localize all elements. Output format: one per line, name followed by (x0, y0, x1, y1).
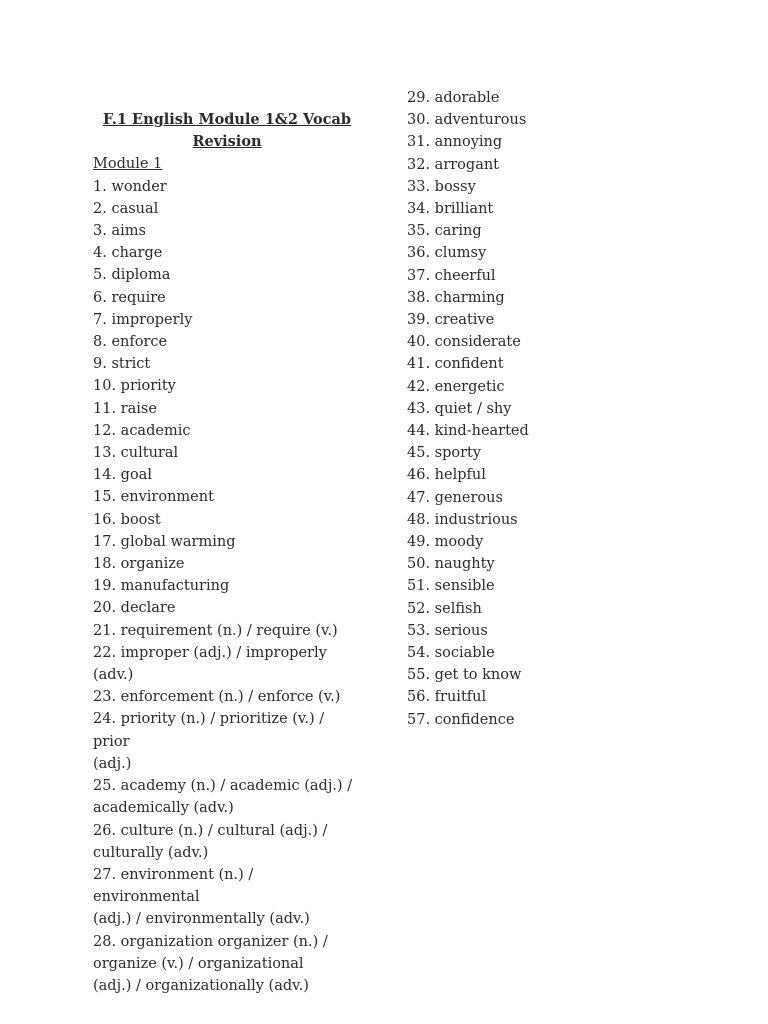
document-title-line-2: Revision (192, 133, 262, 151)
vocab-line: 14. goal (93, 467, 152, 484)
vocab-line: 12. academic (93, 422, 191, 439)
vocab-line: 24. priority (n.) / prioritize (v.) / prior (93, 711, 325, 750)
vocab-line: 6. require (93, 289, 166, 306)
vocab-line: 7. improperly (93, 311, 193, 328)
vocab-line: (adj.) (93, 755, 132, 772)
right-column (407, 87, 647, 731)
vocab-line: 56. fruitful (407, 689, 487, 706)
vocab-line: 37. cheerful (407, 267, 496, 284)
vocab-line: 48. industrious (407, 511, 518, 528)
vocab-line: 13. cultural (93, 445, 179, 462)
vocab-line: culturally (adv.) (93, 844, 209, 861)
vocab-line: 20. declare (93, 600, 176, 617)
vocab-line: 26. culture (n.) / cultural (adj.) / (93, 822, 328, 839)
vocab-line: 4. charge (93, 245, 163, 262)
vocab-line: (adj.) / organizationally (adv.) (93, 977, 309, 994)
vocab-line: 46. helpful (407, 467, 486, 484)
vocab-line: 55. get to know (407, 667, 522, 684)
vocab-line: 36. clumsy (407, 245, 487, 262)
vocab-line: organize (v.) / organizational (93, 955, 304, 972)
vocab-line: 41. confident (407, 356, 504, 373)
vocab-line: 45. sporty (407, 445, 482, 462)
vocab-line: 28. organization organizer (n.) / (93, 933, 328, 950)
vocab-line: (adj.) / environmentally (adv.) (93, 911, 310, 928)
vocab-line: 8. enforce (93, 334, 168, 351)
document-title-line-1: F.1 English Module 1&2 Vocab (103, 111, 351, 128)
vocab-line: 31. annoying (407, 134, 503, 151)
vocab-line: 50. naughty (407, 556, 495, 573)
vocab-line: 15. environment (93, 489, 214, 506)
left-vocab-list (93, 176, 361, 998)
vocab-line: 32. arrogant (407, 156, 499, 173)
vocab-line: 2. casual (93, 200, 159, 217)
vocab-line: 38. charming (407, 289, 505, 306)
right-vocab-list (407, 87, 647, 731)
vocab-line: 47. generous (407, 489, 503, 506)
vocab-line: 22. improper (adj.) / improperly (adv.) (93, 644, 327, 684)
vocab-line: 10. priority (93, 378, 176, 395)
vocab-line: 18. organize (93, 556, 185, 573)
vocab-line: 42. energetic (407, 378, 505, 395)
vocab-line: 35. caring (407, 223, 482, 240)
vocab-line: 52. selfish (407, 600, 482, 617)
vocab-line: 49. moody (407, 534, 484, 551)
vocab-line: 43. quiet / shy (407, 400, 512, 417)
vocab-line: 11. raise (93, 400, 157, 417)
vocab-line: 51. sensible (407, 578, 495, 595)
vocab-line: 19. manufacturing (93, 578, 230, 595)
vocab-line: 39. creative (407, 312, 495, 329)
vocab-line: 25. academy (n.) / academic (adj.) / (93, 778, 353, 795)
vocab-line: 23. enforcement (n.) / enforce (v.) (93, 689, 341, 706)
module-heading: Module 1 (93, 156, 163, 173)
vocab-line: 16. boost (93, 511, 161, 528)
vocab-line: 1. wonder (93, 178, 167, 195)
vocab-line: 40. considerate (407, 334, 521, 351)
vocab-line: 17. global warming (93, 533, 236, 550)
vocab-line: 21. requirement (n.) / require (v.) (93, 622, 338, 639)
vocab-line: 30. adventurous (407, 112, 527, 129)
vocab-line: 5. diploma (93, 267, 171, 284)
vocab-line: 3. aims (93, 223, 146, 240)
vocab-line: 53. serious (407, 622, 488, 639)
vocab-line: 27. environment (n.) / environmental (93, 866, 254, 906)
vocab-line: 57. confidence (407, 711, 515, 728)
vocab-line: 33. bossy (407, 178, 476, 195)
vocab-line: 44. kind-hearted (407, 423, 529, 440)
vocab-line: academically (adv.) (93, 800, 234, 817)
vocab-line: 34. brilliant (407, 201, 494, 218)
vocab-line: 54. sociable (407, 645, 495, 662)
vocab-line: 29. adorable (407, 90, 500, 106)
left-column (93, 109, 361, 997)
vocab-line: 9. strict (93, 356, 151, 373)
